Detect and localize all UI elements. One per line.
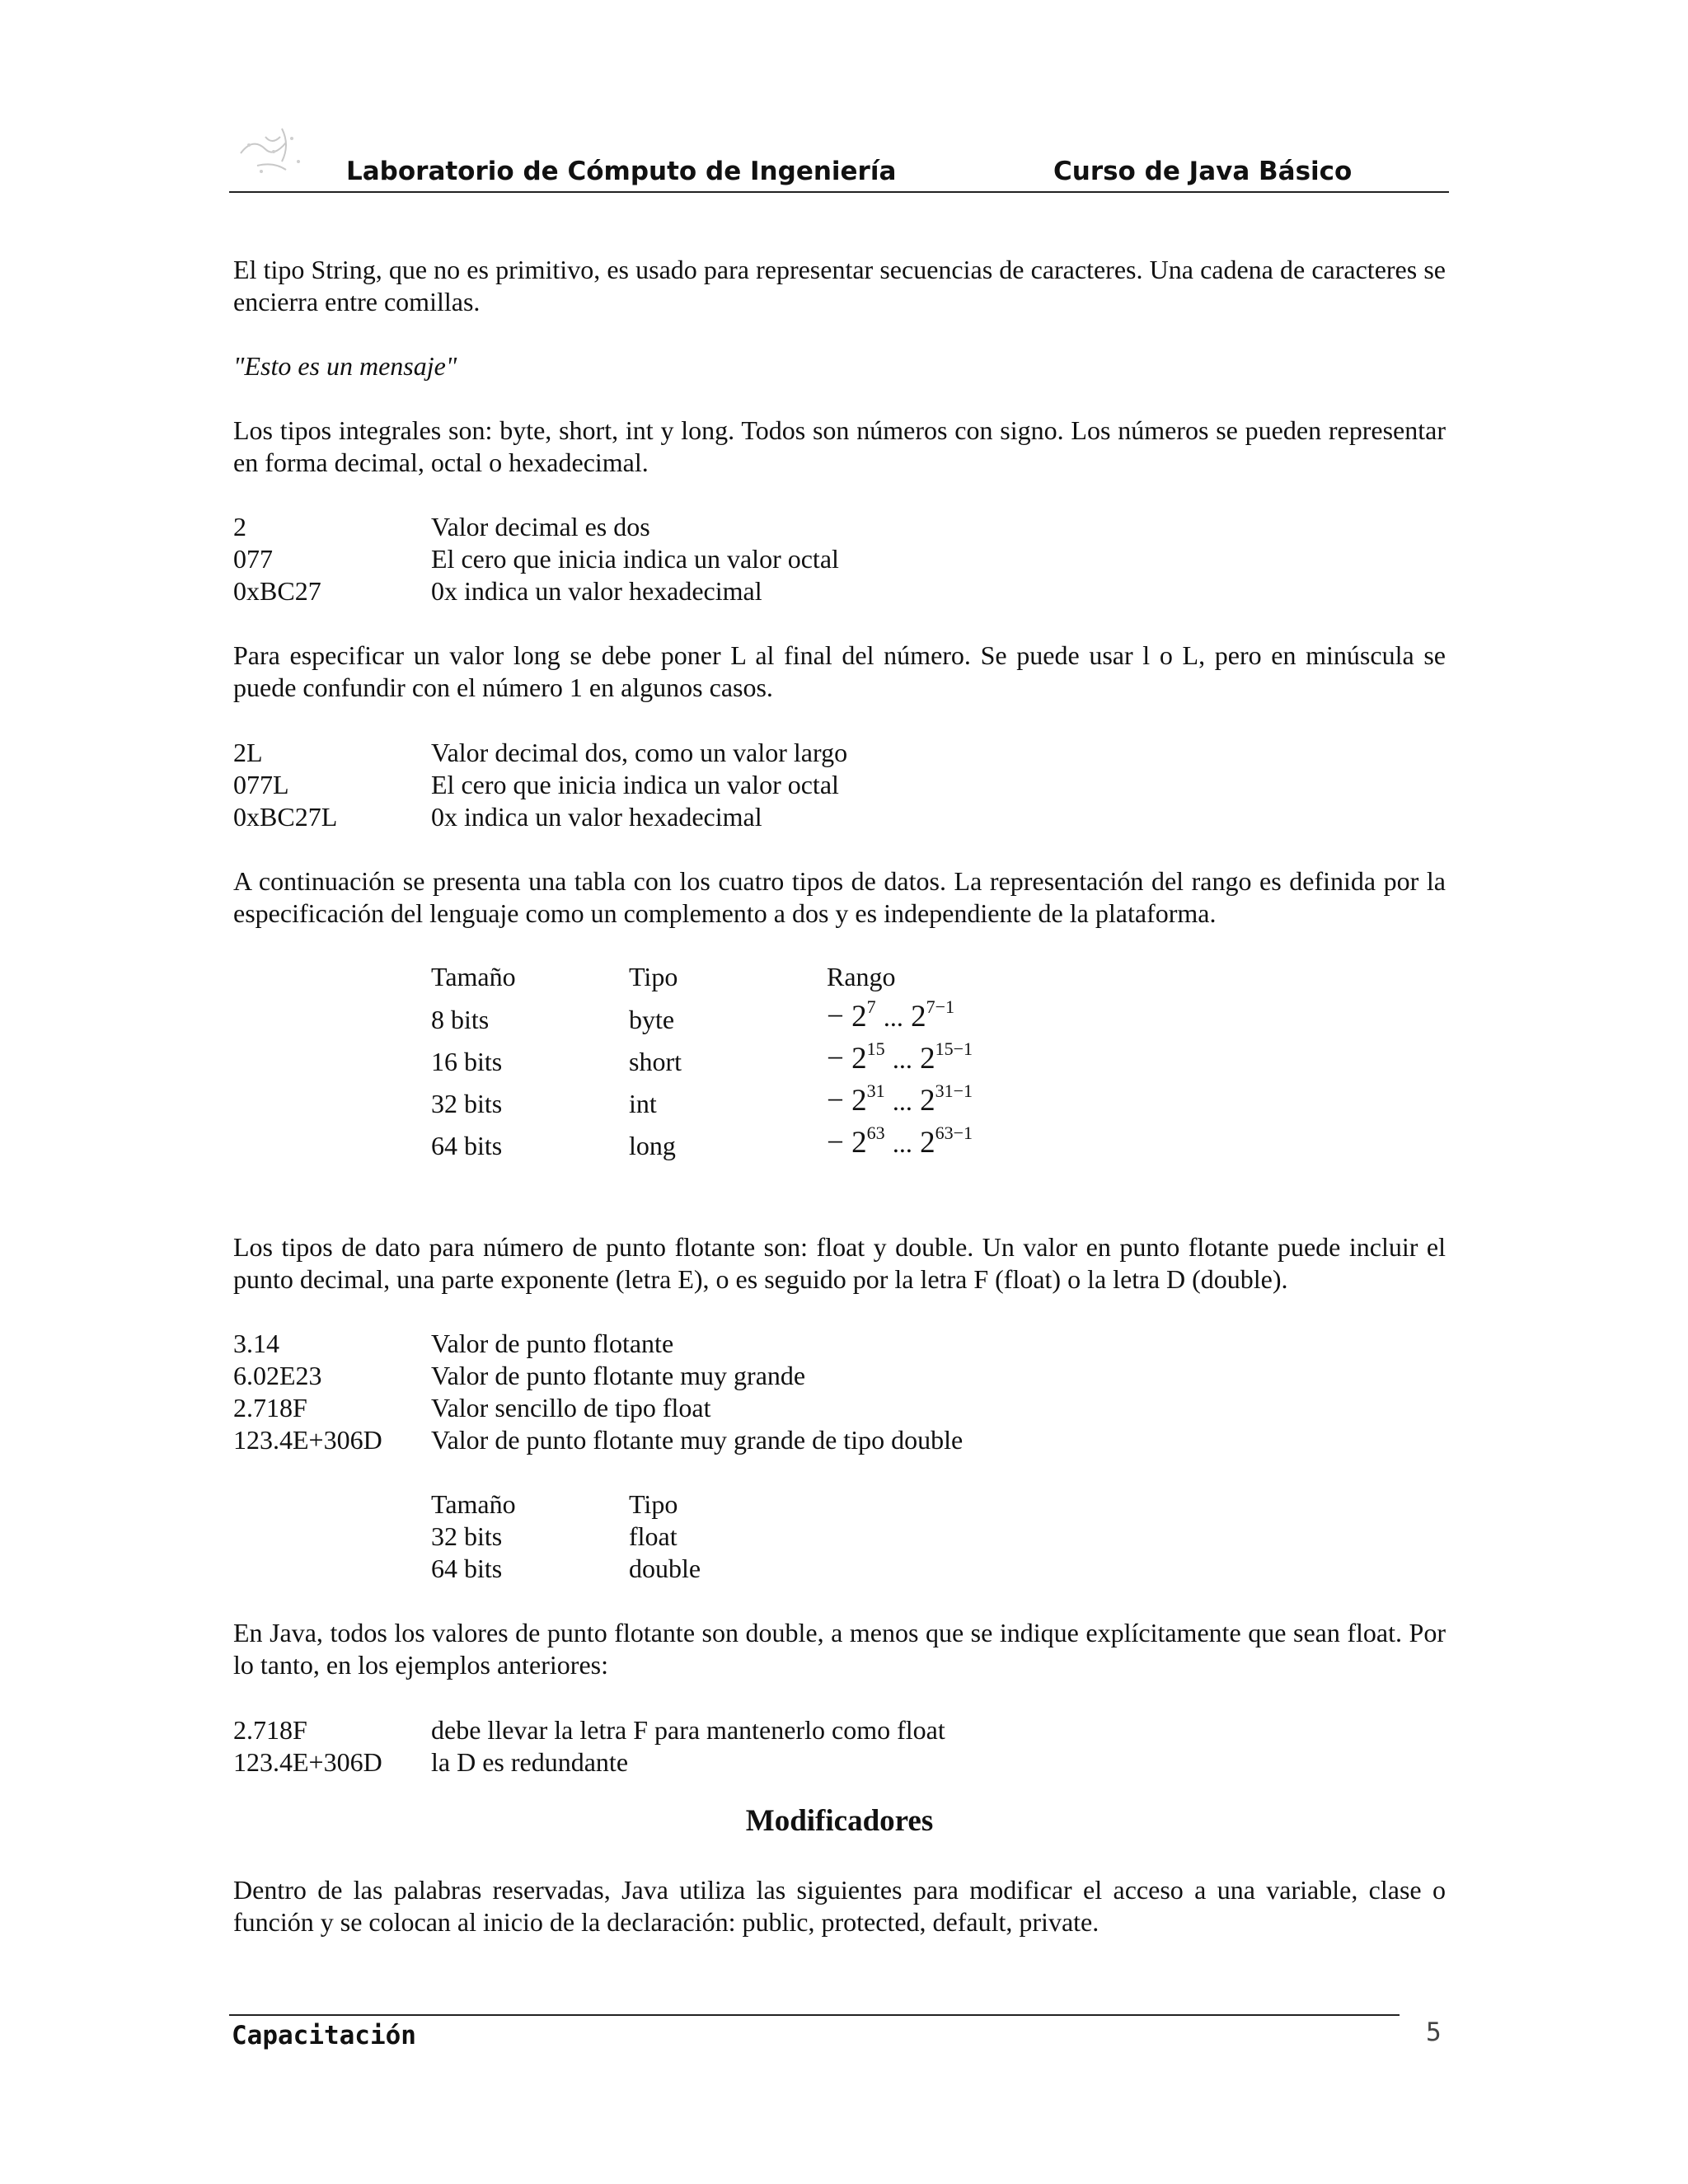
table-cell-range: − $2^{63}$ ... $2^{63-1}$ — [827, 1122, 973, 1160]
example-code: 2.718F — [233, 1715, 307, 1745]
table-cell-size: 64 bits — [431, 1554, 503, 1583]
table-header-row — [431, 961, 1090, 1001]
table-header-range: Rango — [827, 962, 896, 991]
footer-rule — [229, 2014, 1400, 2016]
logo-watermark-icon — [232, 120, 331, 186]
table-cell-size: 8 bits — [431, 1005, 490, 1034]
example-code: 077 — [233, 544, 273, 574]
integer-types-table — [431, 961, 1090, 1169]
table-row — [431, 1122, 1090, 1169]
table-cell-range: − $2^{15}$ ... $2^{15-1}$ — [827, 1038, 973, 1076]
header-rule — [229, 191, 1449, 193]
example-code: 2 — [233, 512, 246, 541]
table-row — [431, 1038, 1090, 1085]
table-cell-type: int — [629, 1089, 657, 1118]
example-desc: El cero que inicia indica un valor octal — [431, 770, 839, 799]
header-course-lab: Laboratorio de Cómputo de Ingeniería — [346, 157, 897, 186]
example-desc: Valor de punto flotante muy grande de tipo double — [431, 1425, 964, 1455]
table-cell-type: byte — [629, 1005, 675, 1034]
example-desc: Valor de punto flotante — [431, 1329, 674, 1358]
table-header-size: Tamaño — [431, 962, 516, 991]
table-row — [431, 1521, 843, 1553]
example-code: 2.718F — [233, 1393, 307, 1422]
table-cell-type: long — [629, 1131, 676, 1160]
example-desc: 0x indica un valor hexadecimal — [431, 802, 762, 832]
paragraph-long: Para especificar un valor long se debe poner L al final del número. Se puede usar l o L, pero en minúscula se puede confundir con el número 1 en algunos casos. — [233, 640, 1446, 702]
paragraph-modificadores: Dentro de las palabras reservadas, Java utiliza las siguientes para modificar el acceso a una variable, clase o función y se colocan al inicio de la declaración: public, protected, default, private. — [233, 1875, 1446, 1937]
table-row — [431, 996, 1090, 1043]
table-cell-range: − $2^7$ ... $2^{7-1}$ — [827, 996, 955, 1033]
paragraph-integrales: Los tipos integrales son: byte, short, int y long. Todos son números con signo. Los números se pueden representar en forma decimal, octal o hexadecimal. — [233, 415, 1446, 477]
table-header-type: Tipo — [629, 1489, 678, 1519]
example-code: 0xBC27 — [233, 576, 321, 606]
table-cell-range: − $2^{31}$ ... $2^{31-1}$ — [827, 1080, 973, 1118]
paragraph-java-double: En Java, todos los valores de punto flotante son double, a menos que se indique explícitamente que sean float. Por lo tanto, en los ejemplos anteriores: — [233, 1618, 1446, 1680]
example-code: 077L — [233, 770, 289, 799]
table-cell-size: 32 bits — [431, 1089, 503, 1118]
table-cell-type: double — [629, 1554, 701, 1583]
table-cell-size: 64 bits — [431, 1131, 503, 1160]
table-header-row — [431, 1488, 843, 1521]
paragraph-flotante: Los tipos de dato para número de punto flotante son: float y double. Un valor en punto flotante puede incluir el punto decimal, una parte exponente (letra E), o es seguido por la letra F (float) o la letra D (double). — [233, 1232, 1446, 1294]
float-types-table — [431, 1488, 843, 1585]
table-cell-size: 16 bits — [431, 1047, 503, 1076]
example-code: 123.4E+306D — [233, 1425, 382, 1455]
paragraph-tabla: A continuación se presenta una tabla con los cuatro tipos de datos. La representación del rango es definida por la especificación del lenguaje como un complemento a dos y es independiente de la plataforma. — [233, 866, 1446, 928]
example-desc: 0x indica un valor hexadecimal — [431, 576, 762, 606]
example-code: 6.02E23 — [233, 1361, 322, 1390]
example-code: 3.14 — [233, 1329, 279, 1358]
table-header-size: Tamaño — [431, 1489, 516, 1519]
table-cell-size: 32 bits — [431, 1521, 503, 1551]
example-desc: El cero que inicia indica un valor octal — [431, 544, 839, 574]
example-desc: Valor decimal es dos — [431, 512, 650, 541]
paragraph-string: El tipo String, que no es primitivo, es usado para representar secuencias de caracteres. Una cadena de caracteres se encierra entre comillas. — [233, 255, 1446, 316]
example-string: "Esto es un mensaje" — [233, 351, 457, 381]
example-desc: Valor de punto flotante muy grande — [431, 1361, 806, 1390]
example-desc: debe llevar la letra F para mantenerlo como float — [431, 1715, 945, 1745]
table-row — [431, 1553, 843, 1585]
table-cell-type: float — [629, 1521, 678, 1551]
footer-label: Capacitación — [232, 2021, 416, 2050]
example-desc: la D es redundante — [431, 1747, 629, 1777]
example-desc: Valor decimal dos, como un valor largo — [431, 738, 848, 767]
header-course-title: Curso de Java Básico — [1053, 157, 1353, 186]
example-code: 123.4E+306D — [233, 1747, 382, 1777]
table-header-type: Tipo — [629, 962, 678, 991]
example-code: 2L — [233, 738, 263, 767]
table-row — [431, 1080, 1090, 1127]
page-number: 5 — [1426, 2018, 1442, 2047]
example-code: 0xBC27L — [233, 802, 338, 832]
table-cell-type: short — [629, 1047, 682, 1076]
example-desc: Valor sencillo de tipo float — [431, 1393, 711, 1422]
section-heading-modificadores: Modificadores — [745, 1804, 934, 1838]
